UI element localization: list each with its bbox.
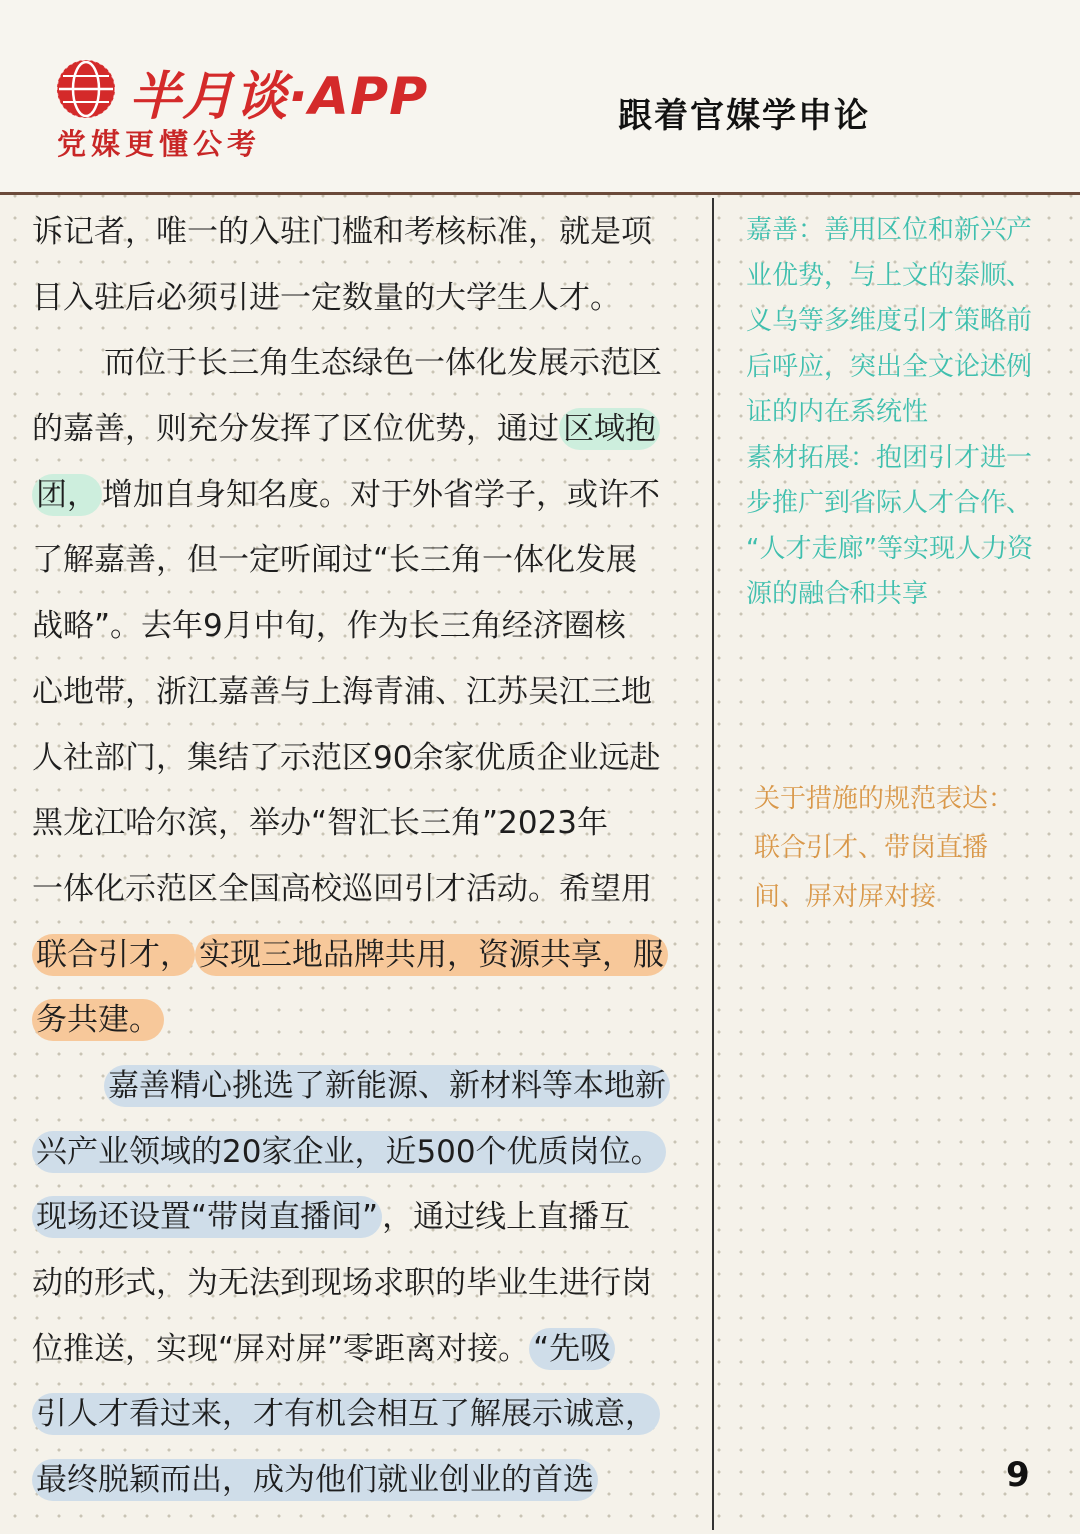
- highlighted-text-orange: 实现三地品牌共用，资源共享，服: [195, 934, 668, 976]
- page-header: [0, 0, 1080, 192]
- text-span: 位推送，实现“屏对屏”零距离对接。: [32, 1330, 530, 1367]
- text-span: 人社部门，集结了示范区90余家优质企业远赴: [32, 739, 661, 776]
- text-span: 增加自身知名度。对于外省学子，或许不: [102, 476, 660, 513]
- annotation-line: 后呼应，突出全文论述例: [746, 351, 1033, 382]
- text-span: 一体化示范区全国高校巡回引才活动。希望用: [32, 870, 652, 907]
- app-logo: [55, 58, 475, 161]
- page-number: 9: [1006, 1455, 1030, 1495]
- highlighted-text-blue: 现场还设置“带岗直播间”: [32, 1196, 382, 1238]
- text-line: [32, 791, 702, 857]
- annotation-line: 证的内在系统性: [746, 397, 929, 427]
- text-line: [32, 200, 702, 266]
- text-line: [32, 331, 702, 397]
- column-divider: [712, 198, 714, 1530]
- text-line: [32, 1448, 702, 1514]
- text-line: [32, 857, 702, 923]
- annotation-line: 义乌等多维度引才策略前: [746, 306, 1033, 336]
- highlighted-text-blue: 嘉善精心挑选了新能源、新材料等本地新: [104, 1065, 670, 1107]
- text-line: [32, 1251, 702, 1317]
- text-line: [32, 1054, 702, 1120]
- highlighted-text-green: 区域抱: [559, 408, 660, 450]
- annotation-notes-orange: [754, 775, 1074, 922]
- annotation-line: 源的融合和共享: [746, 579, 929, 609]
- text-line: [32, 988, 702, 1054]
- text-line: [32, 1185, 702, 1251]
- annotation-line: 间、屏对屏对接: [754, 882, 937, 912]
- brand-slogan: 党媒更懂公考: [57, 127, 262, 161]
- annotation-line: 关于措施的规范表达：: [754, 784, 1015, 814]
- brand-name: 半月谈·APP: [129, 67, 429, 127]
- text-span: 目入驻后必须引进一定数量的大学生人才。: [32, 279, 621, 316]
- text-span: 而位于长三角生态绿色一体化发展示范区: [104, 345, 662, 382]
- annotation-line: 业优势，与上文的泰顺、: [746, 260, 1033, 291]
- text-line: [32, 1317, 702, 1383]
- text-span: 黑龙江哈尔滨，举办“智汇长三角”2023年: [32, 805, 609, 842]
- text-span: 诉记者，唯一的入驻门槛和考核标准，就是项: [32, 214, 652, 250]
- text-line: [32, 463, 702, 529]
- header-divider: [0, 192, 1080, 195]
- highlighted-text-blue: 引人才看过来，才有机会相互了解展示诚意，: [32, 1393, 660, 1435]
- text-line: [32, 594, 702, 660]
- page-title: 跟着官媒学申论: [618, 96, 870, 136]
- annotation-line: 嘉善：善用区位和新兴产: [746, 215, 1033, 245]
- text-line: [32, 726, 702, 792]
- text-span: 的嘉善，则充分发挥了区位优势，通过: [32, 411, 559, 448]
- text-line: [32, 1120, 702, 1186]
- text-line: [32, 528, 702, 594]
- article-body: [32, 200, 702, 1514]
- text-span: 战略”。去年9月中旬，作为长三角经济圈核: [32, 608, 626, 645]
- text-line: [32, 923, 702, 989]
- globe-logo-icon: [55, 58, 117, 120]
- annotation-line: 联合引才、带岗直播: [754, 833, 989, 863]
- text-line: [32, 1382, 702, 1448]
- highlighted-text-blue: “先吸: [529, 1328, 615, 1370]
- annotation-line: “人才走廊”等实现人力资: [746, 533, 1033, 564]
- text-line: [32, 660, 702, 726]
- highlighted-text-orange: 务共建。: [32, 999, 164, 1041]
- text-line: [32, 397, 702, 463]
- annotation-line: 步推广到省际人才合作、: [746, 488, 1033, 518]
- annotation-line: 素材拓展：抱团引才进一: [746, 442, 1033, 473]
- text-span: 心地带，浙江嘉善与上海青浦、江苏吴江三地: [32, 673, 652, 710]
- highlighted-text-green: 团，: [32, 474, 102, 516]
- highlighted-text-blue: 最终脱颖而出，成为他们就业创业的首选: [32, 1459, 598, 1501]
- text-span: ，通过线上直播互: [382, 1199, 631, 1236]
- text-line: [32, 266, 702, 332]
- annotation-notes-teal: [746, 208, 1066, 618]
- text-span: 动的形式，为无法到现场求职的毕业生进行岗: [32, 1265, 652, 1301]
- highlighted-text-blue: 兴产业领域的20家企业，近500个优质岗位。: [32, 1131, 666, 1173]
- text-span: 了解嘉善，但一定听闻过“长三角一体化发展: [32, 542, 638, 579]
- highlighted-text-orange: 联合引才，: [32, 934, 195, 976]
